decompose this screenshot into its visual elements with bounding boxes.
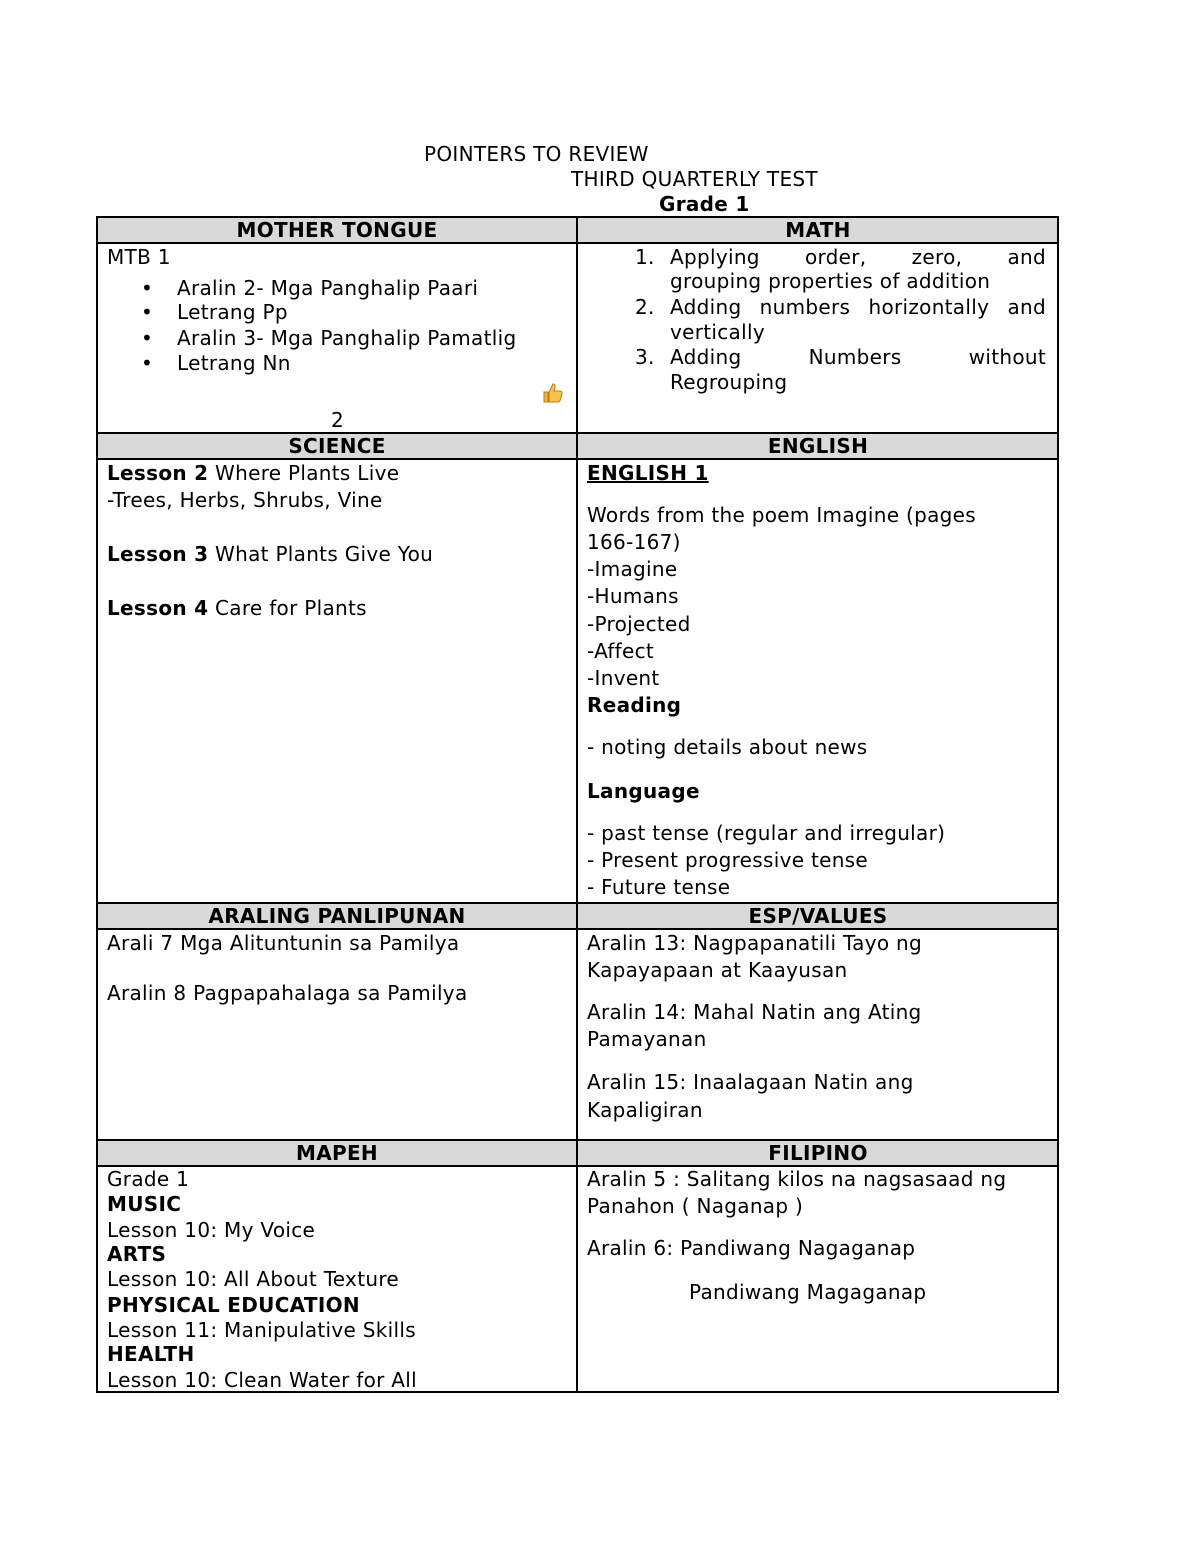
english-reading-label: Reading: [587, 693, 682, 717]
filipino-line: Aralin 6: Pandiwang Nagaganap: [587, 1236, 916, 1260]
science-sub: -Trees, Herbs, Shrubs, Vine: [107, 488, 383, 512]
science-lesson: Lesson 3 What Plants Give You: [107, 542, 434, 566]
thumbs-up-icon: [541, 381, 565, 412]
filipino-line: Aralin 5 : Salitang kilos na nagsasaad ng: [587, 1167, 1007, 1191]
mtb-item: Aralin 3- Mga Panghalip Pamatlig: [177, 326, 517, 350]
math-item-number: 3.: [635, 345, 655, 369]
english-word: -Invent: [587, 666, 660, 690]
header-science: SCIENCE: [288, 434, 386, 458]
mtb-item: Aralin 2- Mga Panghalip Paari: [177, 276, 479, 300]
mapeh-lesson: Lesson 10: My Voice: [107, 1218, 316, 1242]
math-item-line: vertically: [670, 320, 765, 344]
mapeh-lesson: Lesson 11: Manipulative Skills: [107, 1318, 416, 1342]
english-language-item: - Present progressive tense: [587, 848, 869, 872]
bullet-icon: •: [141, 276, 154, 300]
english-language-item: - past tense (regular and irregular): [587, 821, 946, 845]
english-language-item: - Future tense: [587, 875, 731, 899]
bullet-icon: •: [141, 351, 154, 375]
english-word: -Imagine: [587, 557, 678, 581]
math-item-line: grouping properties of addition: [670, 269, 991, 293]
math-item-line: Adding numbers horizontally and: [670, 295, 1046, 319]
english-intro: Words from the poem Imagine (pages: [587, 503, 976, 527]
page-number: 2: [331, 408, 345, 432]
english-word: -Humans: [587, 584, 679, 608]
esp-item-line: Aralin 14: Mahal Natin ang Ating: [587, 1000, 922, 1024]
english-word: -Affect: [587, 639, 655, 663]
mtb-label: MTB 1: [107, 245, 171, 269]
header-esp-values: ESP/VALUES: [748, 904, 888, 928]
math-item-line: Adding Numbers without: [670, 345, 1046, 369]
mapeh-grade: Grade 1: [107, 1167, 190, 1191]
math-item-number: 2.: [635, 295, 655, 319]
title-line-2: THIRD QUARTERLY TEST: [571, 167, 818, 191]
bullet-icon: •: [141, 300, 154, 324]
mapeh-lesson: Lesson 10: All About Texture: [107, 1267, 400, 1291]
english-reading-item: - noting details about news: [587, 735, 868, 759]
esp-item-line: Aralin 15: Inaalagaan Natin ang: [587, 1070, 914, 1094]
esp-item-line: Pamayanan: [587, 1027, 707, 1051]
mapeh-subject: ARTS: [107, 1242, 167, 1266]
esp-item-line: Kapaligiran: [587, 1098, 703, 1122]
esp-item-line: Kapayapaan at Kaayusan: [587, 958, 848, 982]
ap-item: Aralin 8 Pagpapahalaga sa Pamilya: [107, 981, 468, 1005]
header-english: ENGLISH: [767, 434, 869, 458]
english-heading: ENGLISH 1: [587, 461, 709, 485]
english-intro: 166-167): [587, 530, 681, 554]
mapeh-subject: HEALTH: [107, 1342, 195, 1366]
bullet-icon: •: [141, 326, 154, 350]
science-lesson: Lesson 4 Care for Plants: [107, 596, 367, 620]
title-line-3: Grade 1: [659, 192, 750, 216]
math-item-number: 1.: [635, 245, 655, 269]
math-item-line: Applying order, zero, and: [670, 245, 1046, 269]
english-language-label: Language: [587, 779, 700, 803]
filipino-line: Panahon ( Naganap ): [587, 1194, 804, 1218]
header-filipino: FILIPINO: [768, 1141, 868, 1165]
esp-item-line: Aralin 13: Nagpapanatili Tayo ng: [587, 931, 923, 955]
mtb-item: Letrang Nn: [177, 351, 291, 375]
mapeh-lesson: Lesson 10: Clean Water for All: [107, 1368, 417, 1392]
mtb-item: Letrang Pp: [177, 300, 288, 324]
header-araling-panlipunan: ARALING PANLIPUNAN: [208, 904, 466, 928]
english-word: -Projected: [587, 612, 691, 636]
mapeh-subject: MUSIC: [107, 1192, 182, 1216]
mapeh-subject: PHYSICAL EDUCATION: [107, 1293, 360, 1317]
math-item-line: Regrouping: [670, 370, 788, 394]
filipino-line: Pandiwang Magaganap: [689, 1280, 927, 1304]
header-math: MATH: [785, 218, 851, 242]
ap-item: Arali 7 Mga Alituntunin sa Pamilya: [107, 931, 460, 955]
header-mother-tongue: MOTHER TONGUE: [236, 218, 438, 242]
science-lesson: Lesson 2 Where Plants Live: [107, 461, 400, 485]
header-mapeh: MAPEH: [296, 1141, 378, 1165]
title-line-1: POINTERS TO REVIEW: [424, 142, 649, 166]
